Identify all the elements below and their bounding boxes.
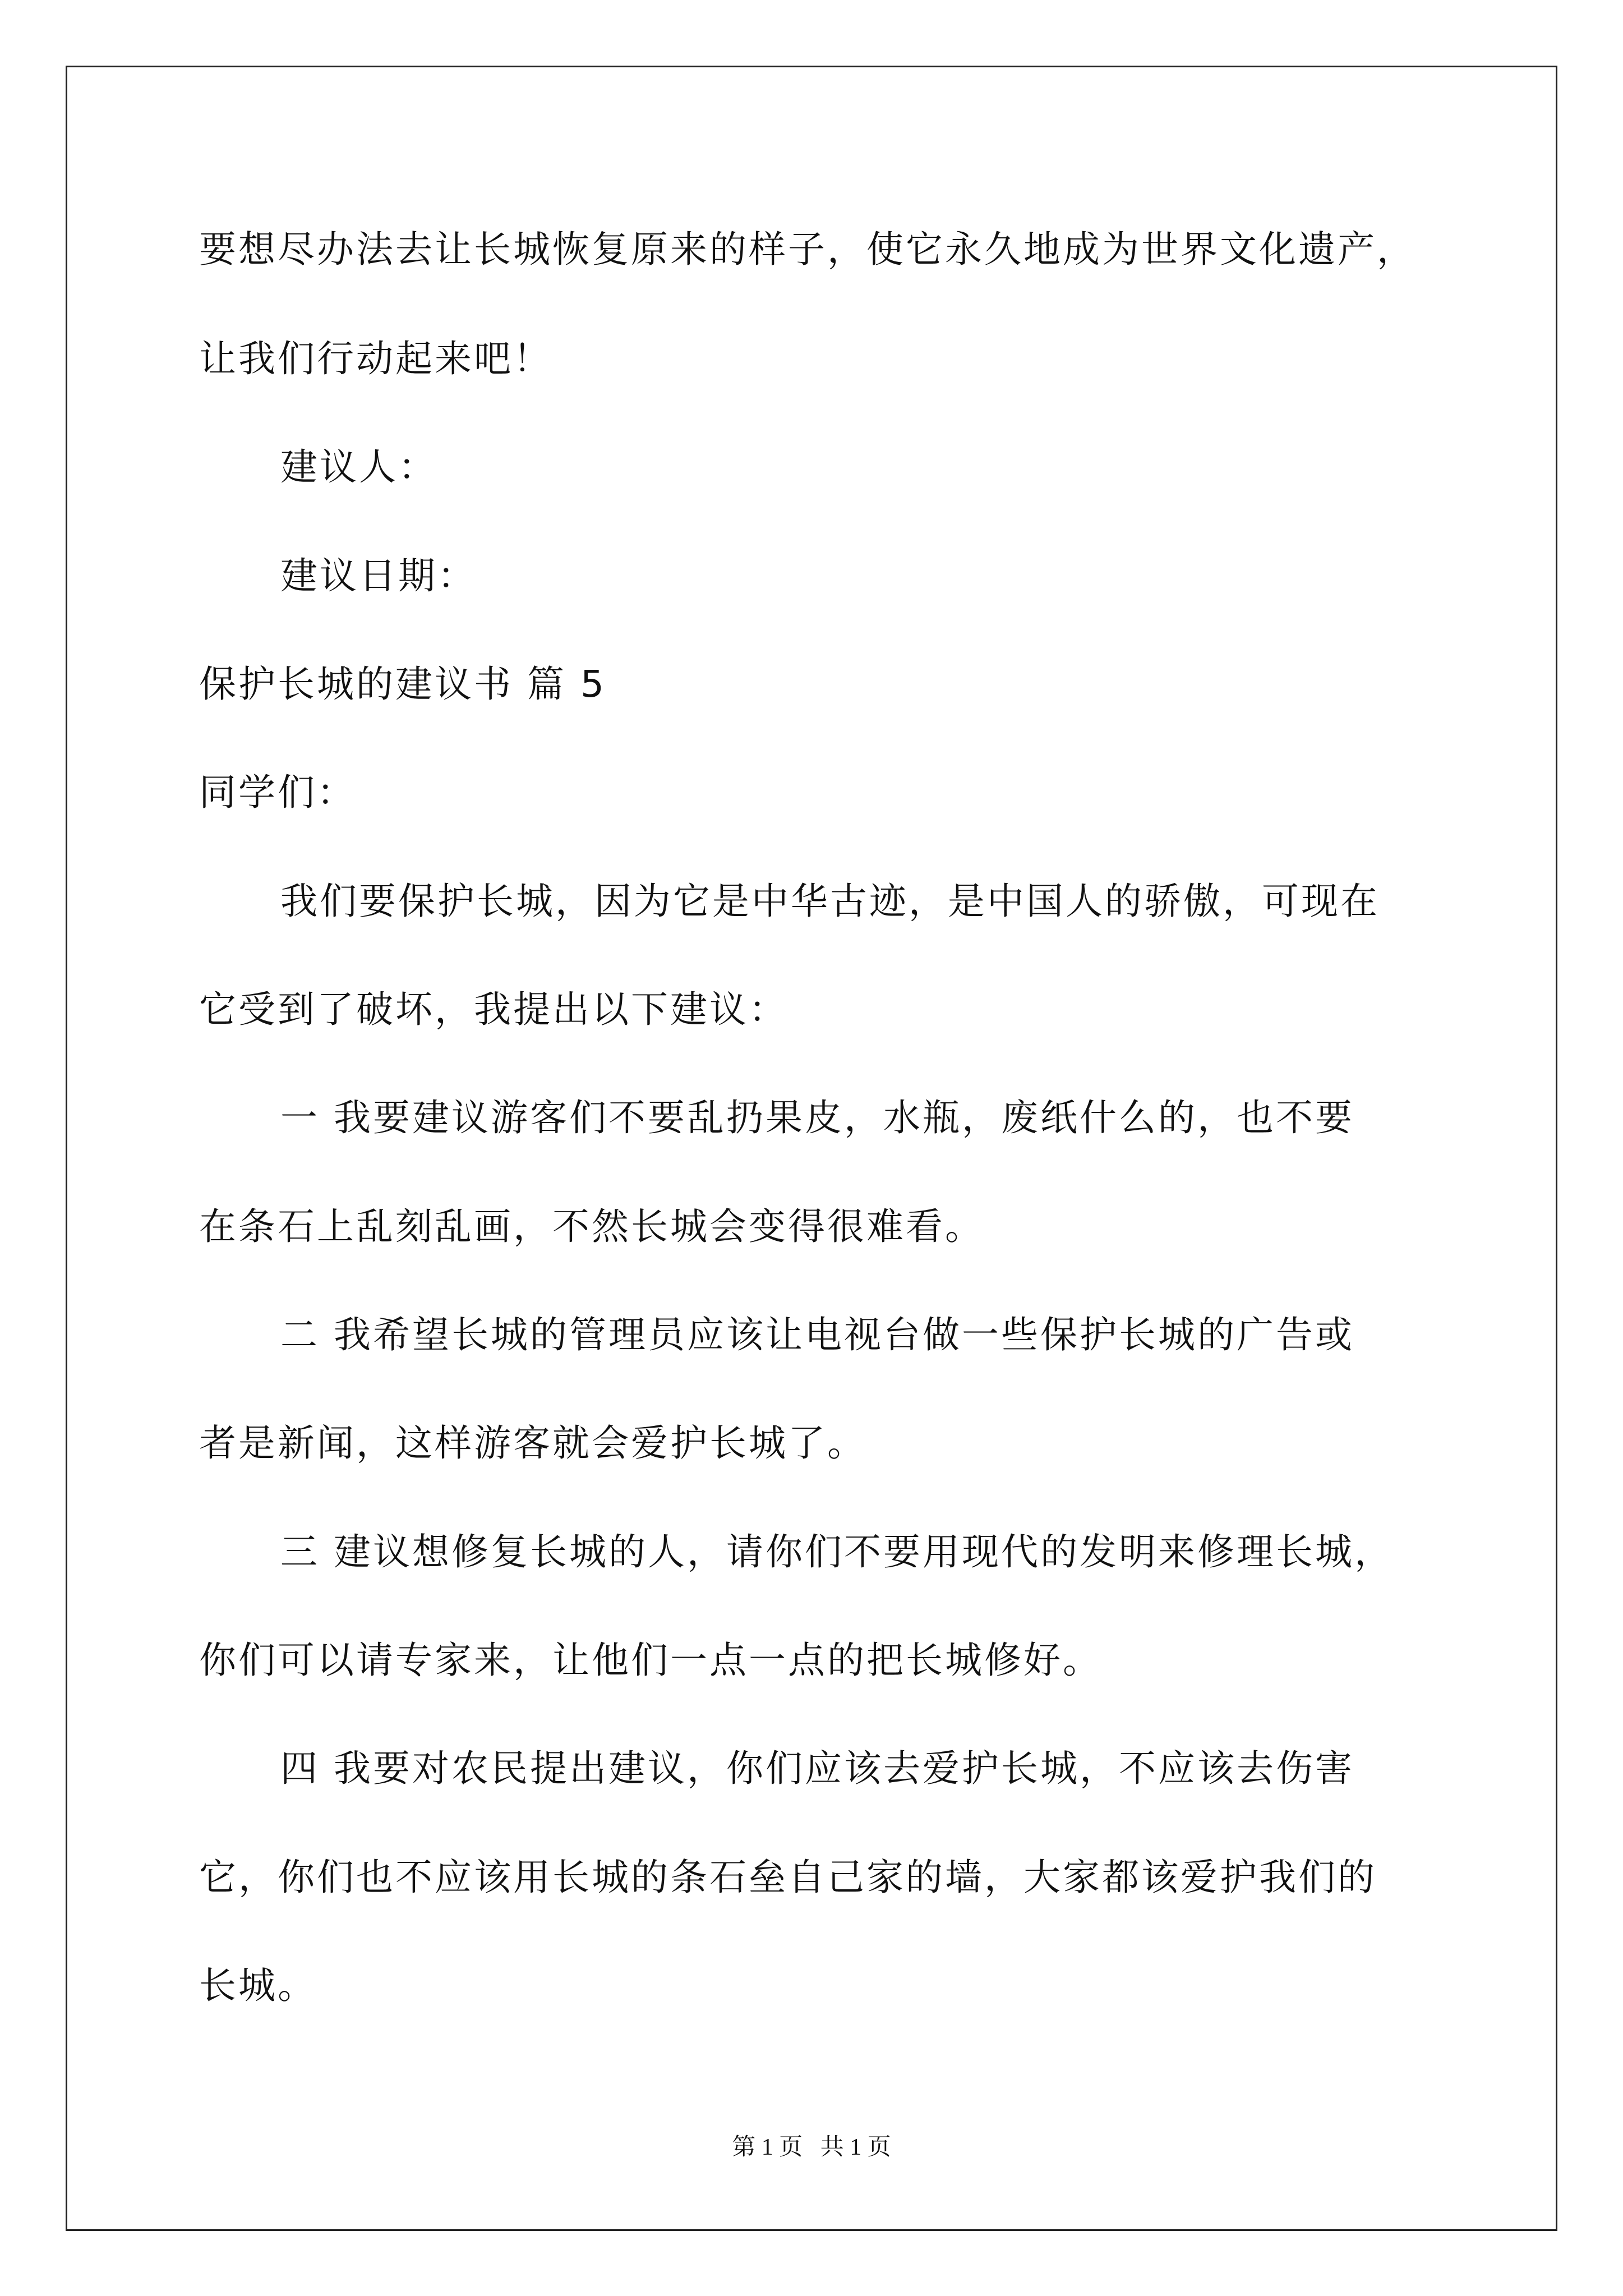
text-line: 者是新闻，这样游客就会爱护长城了。 [199, 1421, 866, 1465]
section-heading: 保护长城的建议书 篇 5 [199, 662, 606, 706]
list-item: 二 我希望长城的管理员应该让电视台做一些保护长城的广告或 [280, 1313, 1354, 1356]
text-line: 要想尽办法去让长城恢复原来的样子，使它永久地成为世界文化遗产， [199, 228, 1416, 271]
signer-label: 建议人： [280, 445, 437, 489]
date-label: 建议日期： [280, 554, 477, 597]
page-footer: 第 1 页 共 1 页 [732, 2134, 891, 2160]
text-line: 它受到了破坏，我提出以下建议： [199, 988, 788, 1031]
list-item: 四 我要对农民提出建议，你们应该去爱护长城，不应该去伤害 [280, 1747, 1354, 1790]
salutation: 同学们： [199, 771, 356, 814]
text-line: 在条石上乱刻乱画，不然长城会变得很难看。 [199, 1205, 984, 1248]
text-line: 你们可以请专家来，让他们一点一点的把长城修好。 [199, 1639, 1102, 1682]
page-frame [66, 66, 1557, 2231]
text-line: 长城。 [199, 1964, 317, 2007]
text-line: 让我们行动起来吧！ [199, 337, 552, 380]
text-line: 它，你们也不应该用长城的条石垒自己家的墙，大家都该爱护我们的 [199, 1856, 1377, 1899]
list-item: 一 我要建议游客们不要乱扔果皮，水瓶，废纸什么的，也不要 [280, 1096, 1354, 1139]
text-line: 我们要保护长城，因为它是中华古迹，是中国人的骄傲，可现在 [280, 880, 1380, 923]
list-item: 三 建议想修复长城的人，请你们不要用现代的发明来修理长城， [280, 1530, 1394, 1573]
